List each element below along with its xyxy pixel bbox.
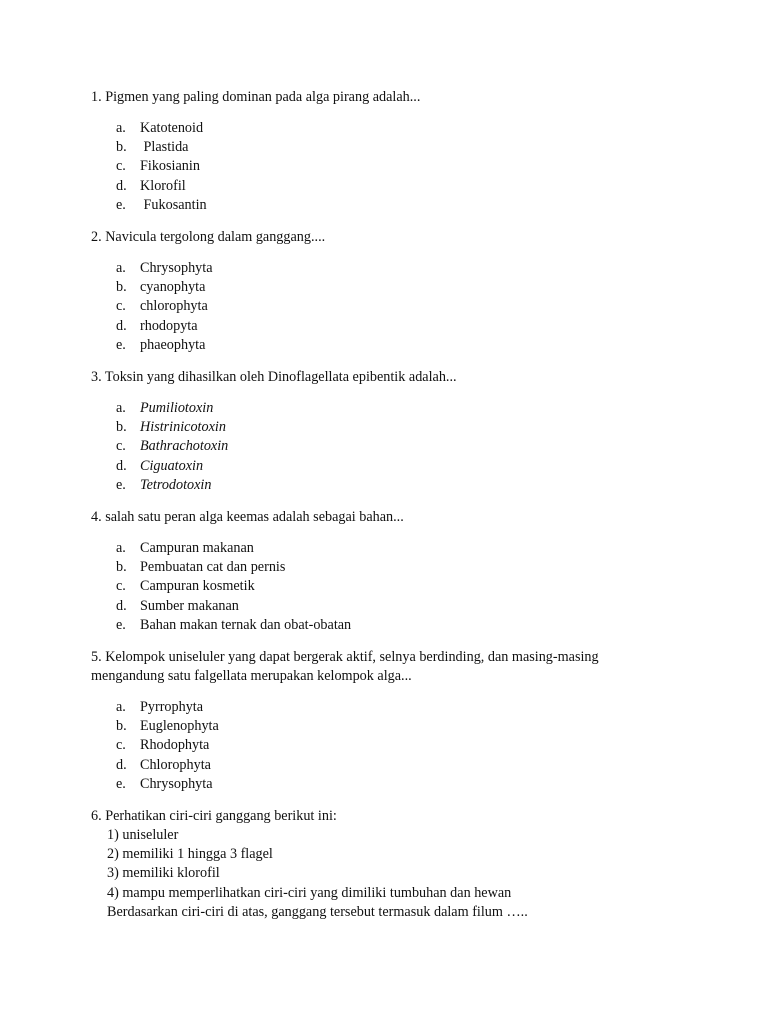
option-1b: b. Plastida	[116, 139, 189, 155]
characteristic-3: 3) memiliki klorofil	[107, 865, 220, 881]
option-2c: c. chlorophyta	[116, 298, 208, 314]
option-5e: e. Chrysophyta	[116, 776, 213, 792]
option-2d: d. rhodopyta	[116, 318, 198, 334]
option-3b: b. Histrinicotoxin	[116, 419, 226, 435]
option-5b: b. Euglenophyta	[116, 718, 219, 734]
option-2b: b. cyanophyta	[116, 279, 206, 295]
characteristic-1: 1) uniseluler	[107, 827, 179, 843]
option-4c: c. Campuran kosmetik	[116, 578, 255, 594]
option-2a: a. Chrysophyta	[116, 260, 213, 276]
option-3c: c. Bathrachotoxin	[116, 438, 229, 454]
option-1c: c. Fikosianin	[116, 158, 200, 174]
option-5c: c. Rhodophyta	[116, 737, 210, 753]
question-5-line-2: mengandung satu falgellata merupakan kelompok alga...	[91, 668, 412, 684]
question-6: 6. Perhatikan ciri-ciri ganggang berikut ini:	[91, 808, 337, 824]
question-3: 3. Toksin yang dihasilkan oleh Dinoflagellata epibentik adalah...	[91, 369, 457, 385]
option-4d: d. Sumber makanan	[116, 598, 239, 614]
option-5d: d. Chlorophyta	[116, 757, 211, 773]
option-1a: a. Katotenoid	[116, 120, 204, 136]
question-6-closing: Berdasarkan ciri-ciri di atas, ganggang tersebut termasuk dalam filum …..	[107, 904, 528, 920]
option-2e: e. phaeophyta	[116, 337, 206, 353]
characteristic-4: 4) mampu memperlihatkan ciri-ciri yang dimiliki tumbuhan dan hewan	[107, 885, 512, 901]
option-3a: a. Pumiliotoxin	[116, 400, 214, 416]
option-4b: b. Pembuatan cat dan pernis	[116, 559, 286, 575]
option-4e: e. Bahan makan ternak dan obat-obatan	[116, 617, 352, 633]
option-3d: d. Ciguatoxin	[116, 458, 204, 474]
question-4: 4. salah satu peran alga keemas adalah sebagai bahan...	[91, 509, 404, 525]
option-1d: d. Klorofil	[116, 178, 186, 194]
option-5a: a. Pyrrophyta	[116, 699, 204, 715]
option-4a: a. Campuran makanan	[116, 540, 254, 556]
question-1: 1. Pigmen yang paling dominan pada alga pirang adalah...	[91, 89, 421, 105]
option-1e: e. Fukosantin	[116, 197, 207, 213]
question-5-line-1: 5. Kelompok uniseluler yang dapat bergerak aktif, selnya berdinding, dan masing-masing	[91, 649, 599, 665]
option-3e: e. Tetrodotoxin	[116, 477, 212, 493]
characteristic-2: 2) memiliki 1 hingga 3 flagel	[107, 846, 273, 862]
question-2: 2. Navicula tergolong dalam ganggang....	[91, 229, 326, 245]
